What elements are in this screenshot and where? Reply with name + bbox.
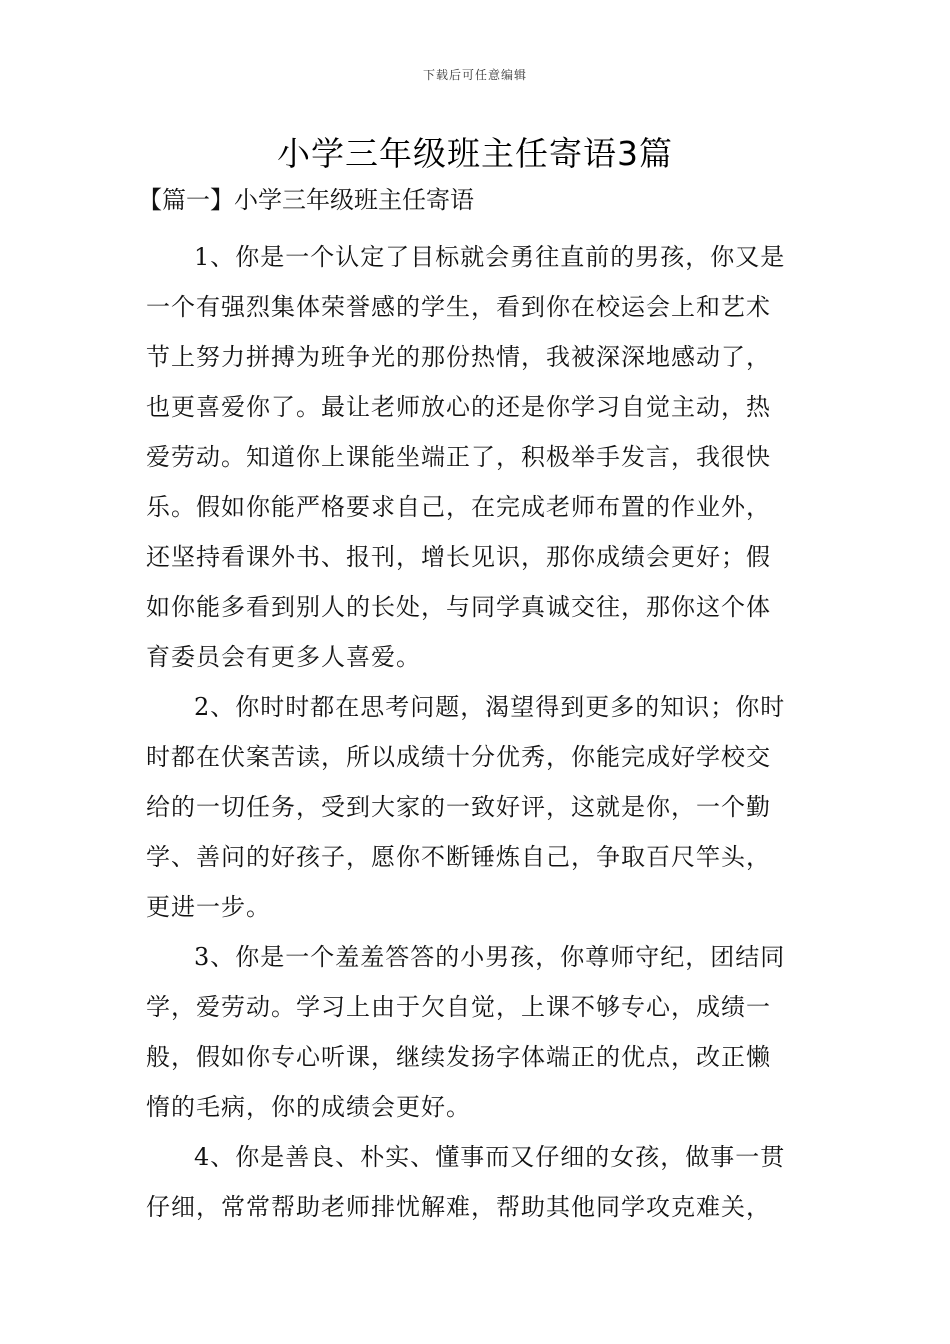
paragraph-line: 般，假如你专心听课，继续发扬字体端正的优点，改正懒 (146, 1043, 771, 1071)
paragraph-line: 惰的毛病，你的成绩会更好。 (146, 1093, 471, 1121)
paragraph-line: 如你能多看到别人的长处，与同学真诚交往，那你这个体 (146, 593, 771, 621)
paragraph-line: 还坚持看课外书、报刊，增长见识，那你成绩会更好；假 (146, 543, 771, 571)
paragraph-2 (146, 682, 810, 932)
paragraph-line: 一个有强烈集体荣誉感的学生，看到你在校运会上和艺术 (146, 293, 771, 321)
paragraph-line: 育委员会有更多人喜爱。 (146, 643, 421, 671)
paragraph-line: 爱劳动。知道你上课能坐端正了，积极举手发言，我很快 (146, 443, 771, 471)
paragraph-line: 仔细，常常帮助老师排忧解难，帮助其他同学攻克难关， (146, 1193, 771, 1221)
paragraph-line: 3、你是一个羞羞答答的小男孩，你尊师守纪，团结同 (194, 943, 786, 971)
paragraph-line: 学、善问的好孩子，愿你不断锤炼自己，争取百尺竿头， (146, 843, 771, 871)
document-title: 小学三年级班主任寄语3篇 (277, 134, 673, 173)
paragraph-line: 节上努力拼搏为班争光的那份热情，我被深深地感动了， (146, 343, 771, 371)
paragraph-3 (146, 932, 810, 1132)
paragraph-line: 更进一步。 (146, 893, 271, 921)
document-body (138, 180, 810, 1232)
paragraph-line: 学，爱劳动。学习上由于欠自觉，上课不够专心，成绩一 (146, 993, 771, 1021)
header-note: 下载后可任意编辑 (422, 68, 527, 82)
paragraph-1 (146, 232, 810, 682)
section-heading: 【篇一】小学三年级班主任寄语 (138, 186, 474, 214)
paragraph-line: 1、你是一个认定了目标就会勇往直前的男孩，你又是 (194, 243, 786, 271)
paragraph-4 (146, 1132, 810, 1232)
paragraph-line: 乐。假如你能严格要求自己，在完成老师布置的作业外， (146, 493, 771, 521)
paragraph-line: 时都在伏案苦读，所以成绩十分优秀，你能完成好学校交 (146, 743, 771, 771)
paragraph-line: 也更喜爱你了。最让老师放心的还是你学习自觉主动，热 (146, 393, 771, 421)
paragraph-line: 2、你时时都在思考问题，渴望得到更多的知识；你时 (194, 693, 786, 721)
paragraph-line: 4、你是善良、朴实、懂事而又仔细的女孩，做事一贯 (194, 1143, 786, 1171)
paragraph-line: 给的一切任务，受到大家的一致好评，这就是你，一个勤 (146, 793, 771, 821)
